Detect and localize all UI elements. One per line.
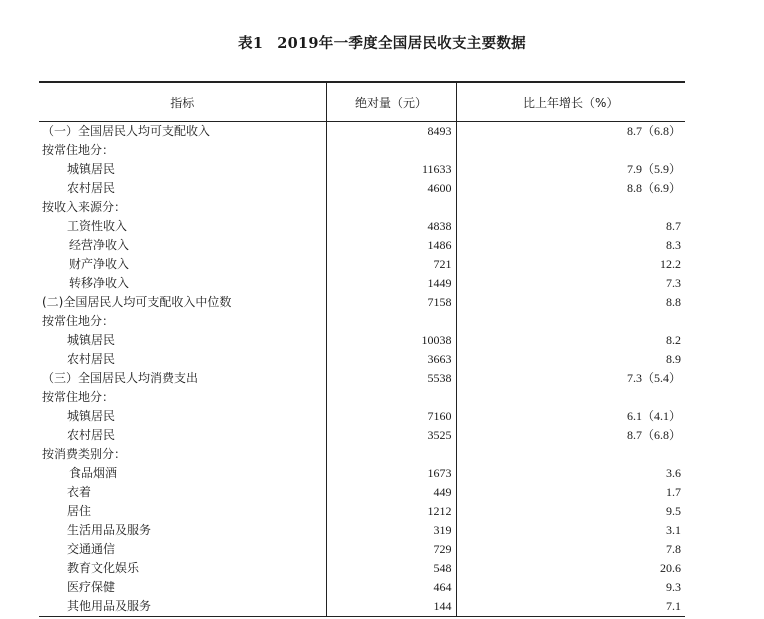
row-label: 农村居民 xyxy=(67,352,116,366)
table-number: 表1 xyxy=(238,35,264,52)
table-row xyxy=(39,293,685,312)
row-label: （一）全国居民人均可支配收入 xyxy=(42,124,211,138)
row-label: 农村居民 xyxy=(67,428,116,442)
table-row xyxy=(39,597,685,617)
table-row xyxy=(39,407,685,426)
row-growth-value: 7.8 xyxy=(456,540,685,559)
row-growth-value: 8.7 xyxy=(456,217,685,236)
table-row xyxy=(39,464,685,483)
row-label: 医疗保健 xyxy=(67,580,116,594)
row-growth-value: 9.5 xyxy=(456,502,685,521)
row-growth-value: 7.3 xyxy=(456,274,685,293)
table-row xyxy=(39,369,685,388)
row-label: 生活用品及服务 xyxy=(67,523,152,537)
row-growth-value xyxy=(456,388,685,407)
row-label: 城镇居民 xyxy=(67,162,116,176)
row-growth-value: 8.8 xyxy=(456,293,685,312)
table-row xyxy=(39,388,685,407)
table-header-row xyxy=(39,82,685,122)
table-row xyxy=(39,350,685,369)
row-absolute-value: 1212 xyxy=(326,502,456,521)
table-row xyxy=(39,483,685,502)
row-absolute-value: 11633 xyxy=(326,160,456,179)
row-label: 教育文化娱乐 xyxy=(67,561,140,575)
row-label: 城镇居民 xyxy=(67,409,116,423)
row-absolute-value xyxy=(326,312,456,331)
row-label: 经营净收入 xyxy=(69,238,130,252)
table-row xyxy=(39,559,685,578)
row-growth-value: 8.3 xyxy=(456,236,685,255)
table-row xyxy=(39,445,685,464)
table-row xyxy=(39,274,685,293)
row-growth-value xyxy=(456,198,685,217)
income-expenditure-table xyxy=(39,81,685,617)
table-row xyxy=(39,502,685,521)
table-row xyxy=(39,521,685,540)
row-absolute-value: 1673 xyxy=(326,464,456,483)
row-absolute-value: 721 xyxy=(326,255,456,274)
row-growth-value: 6.1（4.1） xyxy=(456,407,685,426)
row-absolute-value: 1486 xyxy=(326,236,456,255)
row-absolute-value: 144 xyxy=(326,597,456,617)
row-label: 财产净收入 xyxy=(69,257,130,271)
table-body xyxy=(39,122,685,617)
row-label: (二)全国居民人均可支配收入中位数 xyxy=(42,295,232,309)
table-row xyxy=(39,217,685,236)
row-growth-value: 7.1 xyxy=(456,597,685,617)
row-label: 按收入来源分： xyxy=(42,200,127,214)
row-growth-value xyxy=(456,141,685,160)
row-absolute-value: 3663 xyxy=(326,350,456,369)
row-growth-value: 9.3 xyxy=(456,578,685,597)
row-growth-value: 7.3（5.4） xyxy=(456,369,685,388)
row-growth-value: 1.7 xyxy=(456,483,685,502)
row-absolute-value xyxy=(326,388,456,407)
row-growth-value: 7.9（5.9） xyxy=(456,160,685,179)
row-growth-value xyxy=(456,445,685,464)
row-absolute-value: 10038 xyxy=(326,331,456,350)
row-growth-value: 8.9 xyxy=(456,350,685,369)
row-label: 工资性收入 xyxy=(67,219,128,233)
row-absolute-value: 1449 xyxy=(326,274,456,293)
row-label: 按常住地分： xyxy=(42,314,115,328)
table-row xyxy=(39,141,685,160)
table-row xyxy=(39,198,685,217)
row-absolute-value: 8493 xyxy=(326,122,456,142)
table-row xyxy=(39,122,685,142)
table-row xyxy=(39,331,685,350)
table-row xyxy=(39,236,685,255)
row-growth-value: 3.1 xyxy=(456,521,685,540)
row-label: 交通通信 xyxy=(67,542,116,556)
row-label: 按消费类别分： xyxy=(42,447,127,461)
row-label: 城镇居民 xyxy=(67,333,116,347)
row-label: 衣着 xyxy=(67,485,92,499)
row-label: 按常住地分： xyxy=(42,390,115,404)
row-label: 其他用品及服务 xyxy=(39,597,326,617)
row-absolute-value: 5538 xyxy=(326,369,456,388)
table-title: 2019年一季度全国居民收支主要数据 xyxy=(277,35,526,52)
row-absolute-value xyxy=(326,198,456,217)
row-label: 按常住地分： xyxy=(42,143,115,157)
row-absolute-value: 4600 xyxy=(326,179,456,198)
header-growth: 比上年增长（%） xyxy=(456,82,685,122)
row-label: 居住 xyxy=(67,504,92,518)
row-label: 食品烟酒 xyxy=(69,466,118,480)
row-absolute-value xyxy=(326,141,456,160)
row-absolute-value: 449 xyxy=(326,483,456,502)
table-row xyxy=(39,426,685,445)
row-growth-value: 3.6 xyxy=(456,464,685,483)
table-row xyxy=(39,540,685,559)
row-label: （三）全国居民人均消费支出 xyxy=(42,371,199,385)
row-label: 农村居民 xyxy=(67,181,116,195)
row-growth-value: 8.8（6.9） xyxy=(456,179,685,198)
table-row xyxy=(39,255,685,274)
data-table-container xyxy=(39,81,685,617)
row-growth-value: 8.7（6.8） xyxy=(456,122,685,142)
row-growth-value xyxy=(456,312,685,331)
table-row xyxy=(39,312,685,331)
row-growth-value: 20.6 xyxy=(456,559,685,578)
row-absolute-value: 319 xyxy=(326,521,456,540)
row-absolute-value xyxy=(326,445,456,464)
header-indicator: 指标 xyxy=(39,82,326,122)
page-title xyxy=(0,32,764,53)
row-absolute-value: 7158 xyxy=(326,293,456,312)
table-row xyxy=(39,160,685,179)
row-absolute-value: 548 xyxy=(326,559,456,578)
row-label: 转移净收入 xyxy=(69,276,130,290)
table-row xyxy=(39,578,685,597)
row-growth-value: 8.2 xyxy=(456,331,685,350)
row-absolute-value: 729 xyxy=(326,540,456,559)
header-absolute: 绝对量（元） xyxy=(326,82,456,122)
row-growth-value: 12.2 xyxy=(456,255,685,274)
row-absolute-value: 4838 xyxy=(326,217,456,236)
row-absolute-value: 3525 xyxy=(326,426,456,445)
table-row xyxy=(39,179,685,198)
row-absolute-value: 464 xyxy=(326,578,456,597)
row-absolute-value: 7160 xyxy=(326,407,456,426)
row-growth-value: 8.7（6.8） xyxy=(456,426,685,445)
